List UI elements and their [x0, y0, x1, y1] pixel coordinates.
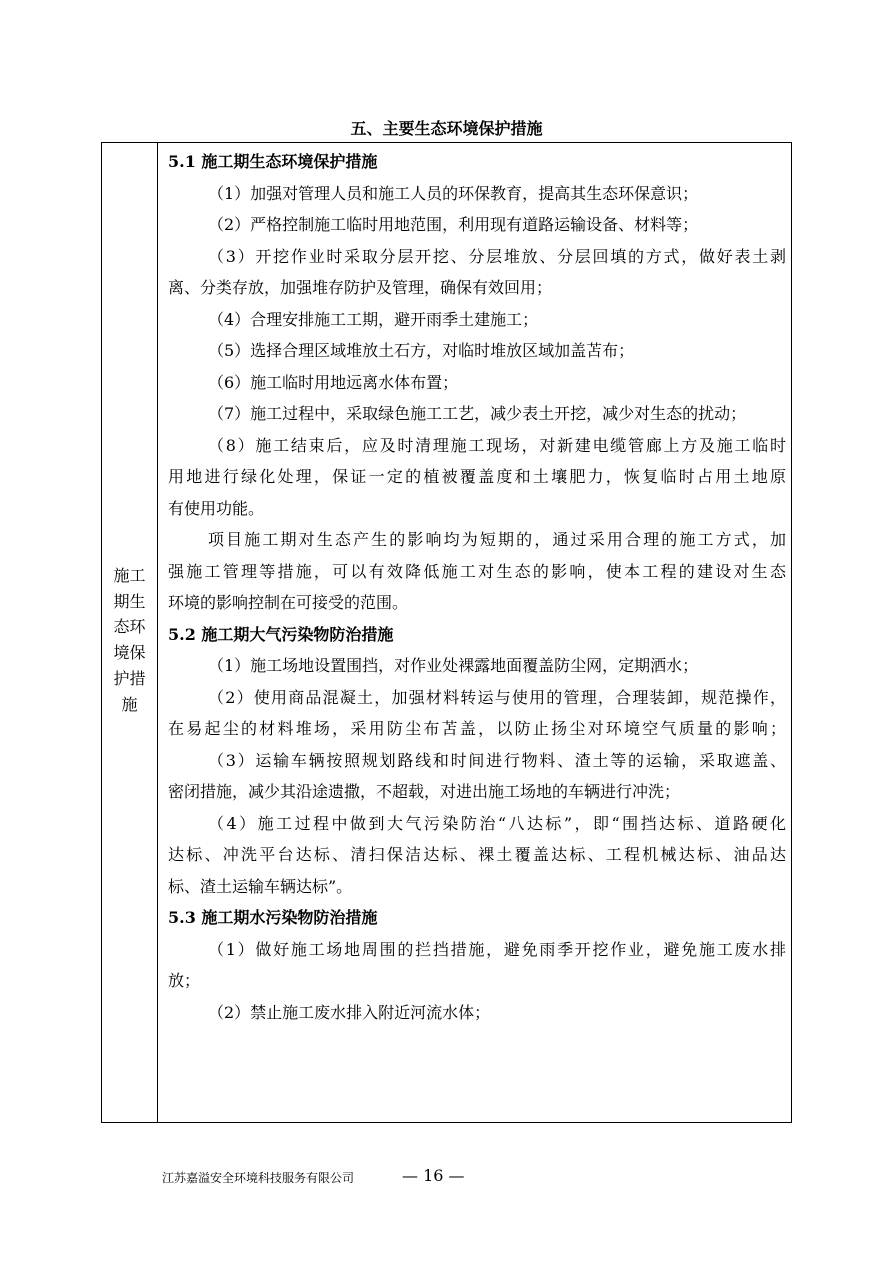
- category-label-line: 施: [121, 694, 138, 714]
- category-label-line: 态环: [113, 617, 146, 637]
- paragraph-line: （4）施工过程中做到大气污染防治“八达标”，即“围挡达标、道路硬化: [208, 813, 786, 833]
- page-footer: [162, 1166, 522, 1190]
- category-label-line: 护措: [113, 668, 146, 688]
- paragraph-line: 标、渣土运输车辆达标”。: [168, 876, 353, 896]
- paragraph-line: 环境的影响控制在可接受的范围。: [168, 593, 409, 612]
- paragraph-line: （3）运输车辆按照规划路线和时间进行物料、渣土等的运输，采取遮盖、: [208, 750, 786, 770]
- paragraph-line: （2）严格控制施工临时用地范围，利用现有道路运输设备、材料等；: [208, 215, 699, 234]
- category-label-line: 施工: [113, 566, 146, 585]
- paragraph-line: 在易起尘的材料堆场，采用防尘布苫盖，以防止扬尘对环境空气质量的影响；: [168, 719, 786, 738]
- paragraph-line: 放；: [168, 971, 201, 990]
- paragraph-line: 密闭措施，减少其沿途遗撒，不超载，对进出施工场地的车辆进行冲洗；: [168, 782, 681, 801]
- category-label-line: 境保: [113, 643, 146, 663]
- category-label-line: 期生: [113, 591, 146, 611]
- paragraph-line: （2）禁止施工废水排入附近河流水体；: [208, 1002, 491, 1022]
- category-label: [102, 563, 157, 717]
- page-number: — 16 —: [402, 1166, 465, 1185]
- paragraph-line: （4）合理安排施工工期，避开雨季土建施工；: [208, 309, 539, 329]
- category-cell: [102, 143, 158, 1122]
- paragraph-line: （1）施工场地设置围挡，对作业处裸露地面覆盖防尘网，定期洒水；: [208, 656, 699, 675]
- paragraph-line: （6）施工临时用地远离水体布置；: [208, 372, 459, 392]
- paragraph-line: 达标、冲洗平台达标、清扫保洁达标、裸土覆盖达标、工程机械达标、油品达: [168, 845, 786, 864]
- paragraph-line: 项目施工期对生态产生的影响均为短期的，通过采用合理的施工方式，加: [208, 530, 786, 549]
- paragraph-line: 离、分类存放，加强堆存防护及管理，确保有效回用；: [168, 278, 553, 297]
- paragraph-line: 用地进行绿化处理，保证一定的植被覆盖度和土壤肥力，恢复临时占用土地原: [168, 467, 786, 486]
- page-title: 五、主要生态环境保护措施: [350, 119, 543, 138]
- measures-table: [101, 142, 792, 1123]
- section-heading: 5.1 施工期生态环境保护措施: [168, 152, 378, 171]
- paragraph-line: （8）施工结束后，应及时清理施工现场，对新建电缆管廊上方及施工临时: [208, 435, 786, 455]
- paragraph-line: 强施工管理等措施，可以有效降低施工对生态的影响，使本工程的建设对生态: [168, 561, 786, 581]
- paragraph-line: （7）施工过程中，采取绿色施工工艺，减少表土开挖，减少对生态的扰动；: [208, 404, 747, 423]
- paragraph-line: （1）做好施工场地周围的拦挡措施，避免雨季开挖作业，避免施工废水排: [208, 939, 786, 959]
- measures-content: [168, 146, 786, 1028]
- section-heading: 5.2 施工期大气污染物防治措施: [168, 624, 394, 644]
- paragraph-line: 有使用功能。: [168, 498, 265, 518]
- paragraph-line: （5）选择合理区域堆放土石方，对临时堆放区域加盖苫布；: [208, 341, 635, 360]
- paragraph-line: （1）加强对管理人员和施工人员的环保教育，提高其生态环保意识；: [208, 183, 699, 203]
- paragraph-line: （2）使用商品混凝土，加强材料转运与使用的管理，合理装卸，规范操作，: [208, 687, 786, 707]
- paragraph-line: （3）开挖作业时采取分层开挖、分层堆放、分层回填的方式，做好表土剥: [208, 246, 786, 266]
- section-heading: 5.3 施工期水污染物防治措施: [168, 908, 378, 927]
- company-name: 江苏嘉溢安全环境科技服务有限公司: [162, 1171, 355, 1185]
